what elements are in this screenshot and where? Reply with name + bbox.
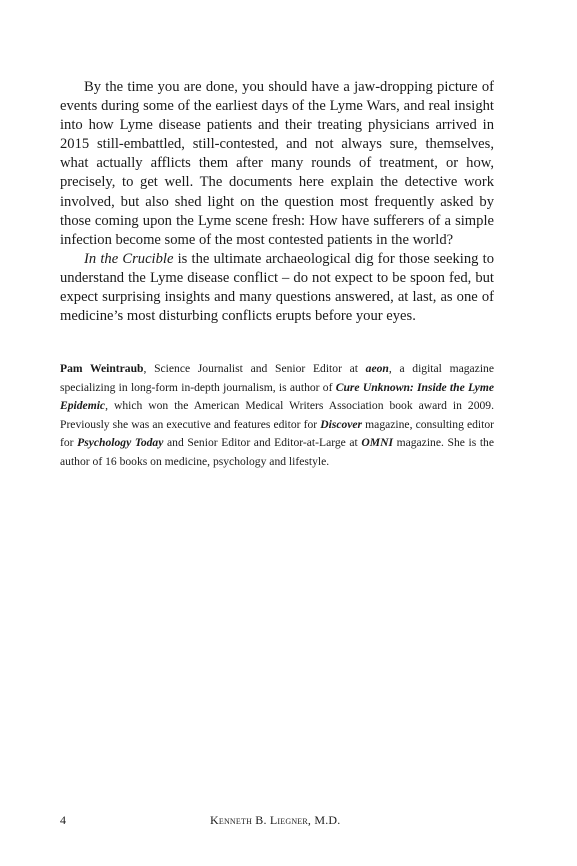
page-number: 4 bbox=[60, 813, 66, 827]
bio-magazine-aeon: aeon bbox=[365, 362, 389, 375]
author-bio bbox=[60, 360, 494, 472]
bio-magazine-discover: Discover bbox=[320, 417, 363, 431]
bio-text: , which won the American Medical Writers Association book award in 2009. Previously she was an executive and features editor for bbox=[60, 399, 494, 431]
bio-magazine-psychology-today: Psychology Today bbox=[77, 436, 164, 450]
bio-text: and Senior Editor and Editor-at-Large at bbox=[163, 436, 362, 450]
book-title: In the Crucible bbox=[84, 250, 174, 267]
body-paragraph-1: By the time you are done, you should have a jaw-dropping picture of events during some of the earliest days of the Lyme Wars, and real insight into how Lyme disease patients and their treating physicians arrived in 2015 still-embattled, still-contested, and not always sure, themselves, what actually afflicts them after many rounds of treatment, or how, precisely, to get well. The documents here explain the detective work involved, but also shed light on the question most frequently asked by those coming upon the Lyme scene fresh: How have sufferers of a simple infection become some of the most contested patients in the world? bbox=[60, 79, 494, 248]
bio-text: magazine, consulting editor for bbox=[60, 417, 494, 450]
bio-book-title: Cure Unknown: Inside the Lyme Epidemic bbox=[60, 380, 494, 413]
running-head: Kenneth B. Liegner, M.D. bbox=[210, 813, 341, 827]
body-paragraph-2-text: is the ultimate archaeological dig for those seeking to understand the Lyme disease conflict – do not expect to be spoon fed, but expect surprising insights and many questions answered, at last, as one of medicine’s most disturbing conflicts erupts before your eyes. bbox=[60, 250, 494, 325]
page-footer bbox=[60, 813, 494, 833]
body-paragraph-2 bbox=[60, 250, 494, 326]
bio-text: , Science Journalist and Senior Editor at bbox=[143, 362, 366, 375]
bio-text: magazine. She is the author of 16 books on medicine, psychology and lifestyle. bbox=[60, 436, 494, 468]
main-text bbox=[60, 78, 494, 326]
bio-text: , a digital magazine specializing in long-form in-depth journalism, is author of bbox=[60, 362, 494, 394]
bio-author-name: Pam Weintraub bbox=[60, 362, 144, 375]
bio-magazine-omni: OMNI bbox=[361, 436, 393, 450]
